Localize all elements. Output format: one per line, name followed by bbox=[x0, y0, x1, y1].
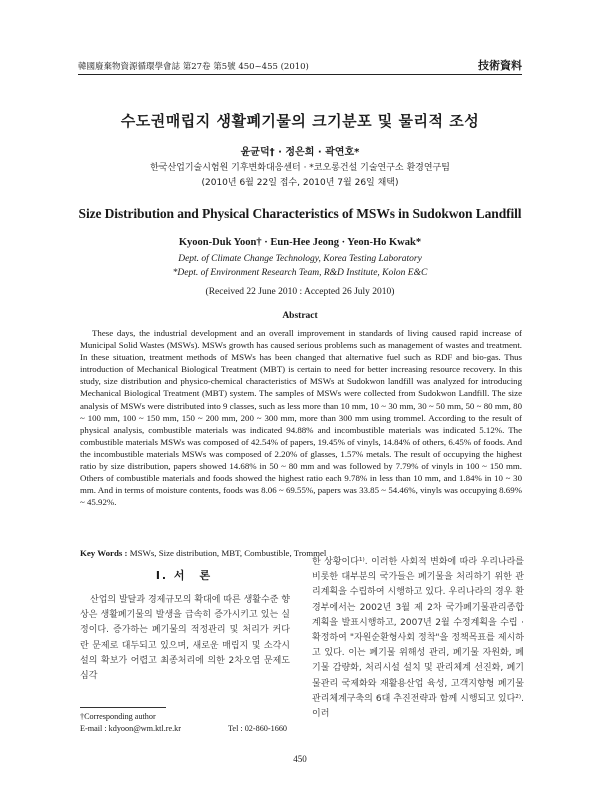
english-authors: Kyoon-Duk Yoon† · Eun-Hee Jeong · Yeon-Ho Kwak* bbox=[178, 237, 422, 248]
footnote-email: E-mail : kdyoon@wm.ktl.re.kr bbox=[80, 724, 181, 733]
korean-authors: 윤균덕† · 정은희 · 곽연호* bbox=[240, 147, 360, 158]
english-affiliation-1: Dept. of Climate Change Technology, Korea Testing Laboratory bbox=[178, 254, 422, 264]
article-type: 技術資料 bbox=[478, 59, 522, 72]
running-header bbox=[78, 56, 522, 75]
body-left-column: 산업의 발달과 경제규모의 확대에 따른 생활수준 향상은 생활폐기물의 발생을 급속히 증가시키고 있는 실정이다. 증가하는 폐기물의 적정관리 및 처리가 커다란 문제로 대두되고 있으며, 새로운 매립지 및 소각시설의 확보가 어렵고 최종처리에 의한 2차오염 문제도 심각 bbox=[80, 595, 290, 682]
korean-received-date: (2010년 6월 22일 접수, 2010년 7월 26일 채택) bbox=[201, 178, 399, 188]
footnote-tel: Tel : 02-860-1660 bbox=[228, 724, 288, 733]
english-affiliation-2: *Dept. of Environment Research Team, R&D Institute, Kolon E&C bbox=[172, 268, 428, 278]
abstract-text: These days, the industrial development and an overall improvement in standards of living caused rapid increase of Municipal Solid Wastes (MSWs). MSWs growth has caused serious problems such as management of wastes and treatment. In these situation, treatment methods of MSWs has been changed that alternative fuel such as RDF and bio-gas. Thus introduction of Mechanical Biological Treatment (MBT) is certain to need for better increasing resource recovery. In this study, size distribution and physico-chemical characteristics of MSWs at Sudokwon landfill was analyzed for introducing Mechanical Biological Treatment (MBT) system. The samples of MSWs were collected from Sudokwon Landfill. The size analysis of MSWs were distributed into 9 classes, such as less more than 10 mm, 10 ~ 30 mm, 30 ~ 50 mm, 50 ~ 80 mm, 80 ~ 100 mm, 100 ~ 150 mm, 150 ~ 200 mm, 200 ~ 300 mm, more than 300 mm using trommel. According to the result of physical analysis, combustible materials was indicated 94.88% and incombustible materials was indicated 5.12%. The combustible materials MSWs was composed of 42.54% of papers, 19.45% of vinyls, 14.84% of others, 6.45% of foods. And the incombustible materials MSWs was composed of 2.20% of glasses, 1.57% metals. The result of occupying the highest ratio by size distribution, papers showed 14.68% in 50 ~ 80 mm and was followed by 7.79% of vinyls in 100 ~ 150 mm. Others of combustible materials and foods showed the highest ratio each 9.78% in less than 10 mm, and 1.84% in 10 ~ 30 mm. And in terms of moisture contents, foods was 8.06 ~ 69.55%, papers was 33.85 ~ 54.46%, vinyls was occupying 8.69% ~ 45.92%. bbox=[80, 328, 522, 508]
section-title: I. 서 론 bbox=[155, 569, 213, 582]
footnote-corresponding: †Corresponding author bbox=[80, 712, 156, 721]
english-title: Size Distribution and Physical Characteristics of MSWs in Sudokwon Landfill bbox=[78, 206, 522, 221]
korean-title: 수도권매립지 생활폐기물의 크기분포 및 물리적 조성 bbox=[120, 112, 480, 130]
page-number: 450 bbox=[293, 754, 307, 764]
korean-affiliation: 한국산업기술시험원 기후변화대응센터 · *코오롱건설 기술연구소 환경연구팀 bbox=[150, 163, 450, 173]
footnote-divider bbox=[80, 707, 166, 708]
journal-citation: 韓國廢棄物資源循環學會誌 第27卷 第5號 450~455 (2010) bbox=[78, 62, 309, 72]
keywords-label: Key Words : bbox=[80, 548, 128, 558]
abstract-heading: Abstract bbox=[282, 311, 318, 321]
body-right-column: 한 상황이다¹⁾. 이러한 사회적 변화에 따라 우리나라를 비롯한 대부분의 국가들은 폐기물을 처리하기 위한 관리계획을 수립하여 시행하고 있다. 우리나라의 경우 환경부에서는 2002년 3월 제 2차 국가폐기물관리종합계획을 발표시행하고, 2007년 2월 수정계획을 수립 · 확정하여 "자원순환형사회 정착"을 정책목표를 제시하고 있다. 이는 폐기물 위해성 관리, 폐기물 자원화, 폐기물 감량화, 처리시설 설치 및 관리체계 선진화, 폐기물관리 국제화와 재활용산업 육성, 고객지향형 폐기물 관리체계구축의 6대 추진전략과 함께 시행되고 있다²⁾. 이러 bbox=[312, 557, 524, 720]
keywords-text: MSWs, Size distribution, MBT, Combustible, Trommel bbox=[129, 548, 327, 558]
english-received-date: (Received 22 June 2010 : Accepted 26 July 2010) bbox=[205, 287, 395, 297]
